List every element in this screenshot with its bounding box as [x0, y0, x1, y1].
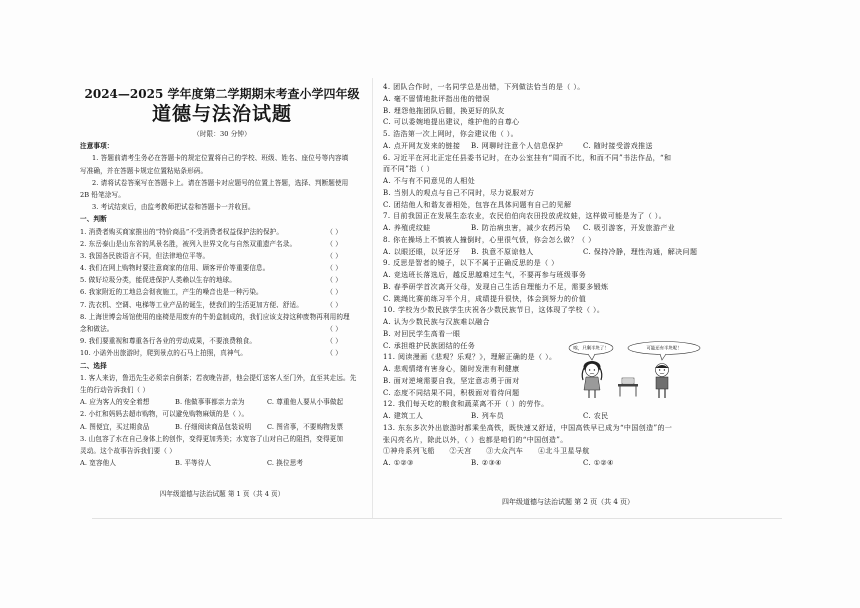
judge-text: 7. 洗衣机、空调、电梯等工业产品的诞生，使我们的生活更加方便、舒适。: [80, 300, 303, 309]
option-b: B. 他做事事都亲力亲为: [175, 398, 245, 407]
question-stem: 13. 东东多次外出旅游时都乘坐高铁，既快速又舒适，中国高铁早已成为“中国创造”的一: [383, 423, 673, 432]
judge-text: 6. 我家附近的工地总会彻夜施工，产生的噪音也是一种污染。: [80, 288, 263, 297]
options-row: [383, 141, 783, 153]
numbered-item: ④北斗卫星导航: [537, 447, 590, 456]
question-stem: 5. 浩浩第一次上网时，你会建议他（ ）。: [383, 130, 519, 138]
right-speech-bubble: [628, 342, 700, 361]
answer-parentheses: （ ）: [326, 276, 342, 285]
judge-text: 10. 小诺外出旅游时，爬到景点的石马上拍照，真神气。: [80, 349, 247, 358]
left-bubble-text: 唉，只剩半块了！: [573, 346, 609, 352]
option-a: A. 悲观情绪有害身心，随时发泄有利健康: [383, 365, 520, 373]
option-b: B. ②③④: [471, 459, 502, 467]
option-a: A. 不与有不同意见的人相处: [383, 177, 476, 185]
option-c: C. 保持冷静，理性沟通，解决问题: [583, 247, 698, 256]
judge-item: [80, 286, 342, 298]
question-stem: 7. 目前我国正在发展生态农业，农民伯伯向农田投放虎纹蛙，这样做可能是为了（ ）。: [383, 212, 667, 221]
option-a: A. 认为少数民族与汉族难以融合: [383, 318, 490, 326]
pessimist-girl-icon: [582, 361, 602, 398]
judge-item: [80, 347, 342, 359]
option-c: C. 农民: [583, 412, 609, 420]
judge-item: [80, 299, 342, 311]
time-limit: （时限：30 分钟）: [193, 130, 251, 138]
answer-parentheses: （ ）: [326, 325, 342, 333]
answer-parentheses: （ ）: [326, 227, 342, 236]
option-c: C. 随时接受游戏推送: [583, 141, 653, 150]
judge-item: [80, 274, 342, 286]
option-c: C. ①②④: [583, 459, 614, 467]
section-header-choice: 二、选择: [80, 361, 107, 370]
judge-text: 3. 我国各民族语言不同，但法律地位平等。: [80, 251, 210, 260]
options-row: [80, 421, 364, 433]
note-line: 写准确，并在答题卡规定位置粘贴条形码。: [80, 166, 208, 175]
page-footer-2: 四年级道德与法治试题 第 2 页（共 4 页）: [501, 498, 635, 506]
exam-page-2: [383, 82, 783, 470]
page-divider: [372, 78, 373, 518]
options-row: [80, 396, 364, 408]
option-b: B. 平等待人: [175, 459, 212, 468]
judge-item: [80, 323, 342, 335]
option-a: A. 点开网友发来的链接: [383, 141, 461, 150]
numbered-items-row: [383, 446, 783, 458]
option-a: A. ①②③: [383, 459, 414, 467]
answer-parentheses: （ ）: [326, 337, 342, 346]
question-stem: 1. 客人来访，鲁迅先生必须亲自倒茶；若夜晚告辞，他会提灯送客人至门外，直至其走远。先: [80, 373, 357, 382]
option-b: B. 防治病虫害，减少农药污染: [471, 224, 571, 232]
judge-text: 5. 做好垃圾分类，能促进保护人类赖以生存的地球。: [80, 276, 236, 285]
option-b: B. 仔细阅读商品包装说明: [175, 422, 252, 431]
right-bubble-text: 可能还有半块呢！: [646, 346, 682, 352]
left-speech-bubble: [569, 342, 613, 361]
judge-text: 4. 我们在网上购物时要注意商家的信用、顾客评价等重要信息。: [80, 264, 270, 273]
option-b: B. 埋怨他拖团队后腿，换更好的队友: [383, 106, 505, 115]
judge-text: 9. 我们要重视和尊重各行各业的劳动成果，不要浪费粮食。: [80, 337, 257, 346]
question-stem: 2. 小红和妈妈去超市购物，可以避免购物麻烦的是（ ）。: [80, 410, 249, 419]
option-a: A. 养殖虎纹蛙: [383, 224, 431, 232]
option-c: C. 承担维护民族团结的任务: [383, 341, 476, 350]
question-stem: 12. 我们每天吃的粮食和蔬菜离不开（ ）的劳作。: [383, 400, 549, 409]
option-b: B. 网聊时注意个人信息保护: [471, 141, 564, 150]
cartoon-illustration: [568, 338, 708, 400]
option-c: C. 换位思考: [267, 459, 304, 468]
question-stem: 生的行动告诉我们（ ）: [80, 385, 150, 394]
note-line: 2. 请将试卷答案写在答题卡上。请在答题卡对应题号的位置上答题，选择、判断题使用: [92, 178, 349, 187]
option-c: C. 可以委婉地提出建议，维护他的自尊心: [383, 118, 520, 127]
option-b: B. 执意不原谅他人: [471, 247, 534, 256]
judge-item: [80, 250, 342, 262]
option-c: C. 态度不同结果不同，积极面对看待问题: [383, 388, 520, 397]
judge-item: [80, 226, 342, 238]
numbered-item: ①神舟系列飞船: [383, 447, 435, 456]
note-line: 1. 答题前请考生务必在答题卡的规定位置将自己的学校、班级、姓名、座位号等内容填: [92, 154, 349, 163]
question-stem: 张闪亮名片，除此以外，（ ）也都是咱们的“中国创造”。: [383, 435, 568, 444]
option-c: C. 尊重他人要从小事做起: [267, 398, 344, 407]
option-a: A. 图便宜，买过期食品: [80, 422, 150, 431]
option-a: A. 建筑工人: [383, 412, 424, 420]
options-row: [383, 247, 783, 259]
option-b: B. 面对逆境需要自我，坚定意志勇于面对: [383, 376, 520, 385]
question-stem: 而不同”指（ ）: [383, 165, 435, 174]
numbered-item: ②天宫: [449, 447, 472, 456]
options-row: [80, 457, 364, 469]
question-stem: 3. 山包容了水在自己身体上的创作，变得更加秀美；水宽容了山对自己的阻挡，变得更加: [80, 434, 344, 443]
answer-parentheses: （ ）: [326, 239, 342, 248]
judge-text: 8. 上海世博会场馆使用的座椅是用废弃的牛奶盒制成的，我们应该支持这种废物再利用的理: [80, 312, 350, 321]
judge-text: 1. 消费者购买商家推出的“特价商品”不受消费者权益保护法的保护。: [80, 227, 284, 236]
option-a: A. 毫不留情地批评指出他的错误: [383, 94, 490, 103]
options-row: [383, 458, 783, 470]
note-line: 3. 考试结束后，由监考教师把试卷和答题卡一并收回。: [92, 203, 255, 212]
exam-page-1: [80, 86, 364, 469]
options-row: [383, 223, 783, 235]
option-b: B. 列车员: [471, 412, 504, 420]
question-stem: 灵动。这个故事告诉我们要（ ）: [80, 446, 176, 455]
option-b: B. 对回民学生高看一眼: [383, 329, 461, 338]
numbered-item: ③大众汽车: [486, 447, 524, 456]
page-footer-1: 四年级道德与法治试题 第 1 页（共 4 页）: [159, 490, 285, 498]
option-c: C. 跳绳比赛前练习半个月，成绩提升很快，体会到努力的价值: [383, 294, 587, 303]
question-stem: 6. 习近平在河北正定任县委书记时，在办公室挂有“周而不比，和而不同”书法作品，“和: [383, 153, 672, 162]
exam-title: 2024—2025 学年度第二学期期末考查小学四年级: [84, 87, 360, 101]
judge-item: [80, 238, 342, 250]
option-b: B. 春季研学首次离开父母，发现自己生活自理能力不足，需要多锻炼: [383, 282, 609, 291]
notes-header: 注意事项：: [80, 142, 114, 151]
question-stem: 8. 你在操场上不慎被人撞倒时，心里很气愤，你会怎么做？（ ）: [383, 235, 596, 244]
section-header-judge: 一、判断: [80, 215, 107, 224]
optimist-boy-icon: [655, 364, 669, 399]
table-with-cake-icon: [618, 378, 638, 397]
scan-edge-line: [92, 518, 782, 519]
answer-parentheses: （ ）: [326, 288, 342, 297]
answer-parentheses: （ ）: [326, 349, 342, 358]
option-a: A. 以眼还眼，以牙还牙: [383, 247, 461, 256]
question-stem: 10. 学校为少数民族学生庆祝各少数民族节日，这体现了学校（ ）。: [383, 306, 605, 315]
answer-parentheses: （ ）: [326, 251, 342, 260]
option-b: B. 当别人的观点与自己不同时，尽力说服对方: [383, 188, 535, 197]
option-c: C. 吸引游客，开发旅游产业: [583, 224, 676, 232]
question-stem: 11. 阅读漫画《悲观？乐观？》，理解正确的是（ ）。: [383, 353, 557, 362]
option-a: A. 竞选班长落选后，越反思越难过生气，不要再参与班级事务: [383, 271, 587, 279]
judge-item: [80, 335, 342, 347]
option-c: C. 团结他人和谐友善相处，包容在具体问题有自己的见解: [383, 200, 572, 209]
judge-item: [80, 262, 342, 274]
judge-text: 念和做法。: [80, 325, 114, 333]
question-stem: 9. 反思是智者的镜子，以下不属于正确反思的是（ ）: [383, 259, 559, 268]
judge-text: 2. 东岳泰山是山东省的风景名胜，被列入世界文化与自然双重遗产名录。: [80, 239, 297, 248]
option-a: A. 应为客人的安全着想: [80, 398, 150, 407]
option-c: C. 图省事，不要购物发票: [267, 422, 344, 431]
answer-parentheses: （ ）: [326, 264, 342, 273]
options-row: [383, 411, 783, 423]
question-stem: 4. 团队合作时，一名同学总是出错，下列做法恰当的是（ ）。: [383, 83, 585, 91]
answer-parentheses: （ ）: [326, 300, 342, 309]
note-line: 2B 铅笔涂写。: [80, 190, 125, 199]
option-a: A. 宽容他人: [80, 459, 117, 468]
exam-subtitle: 道德与法治试题: [151, 103, 292, 125]
